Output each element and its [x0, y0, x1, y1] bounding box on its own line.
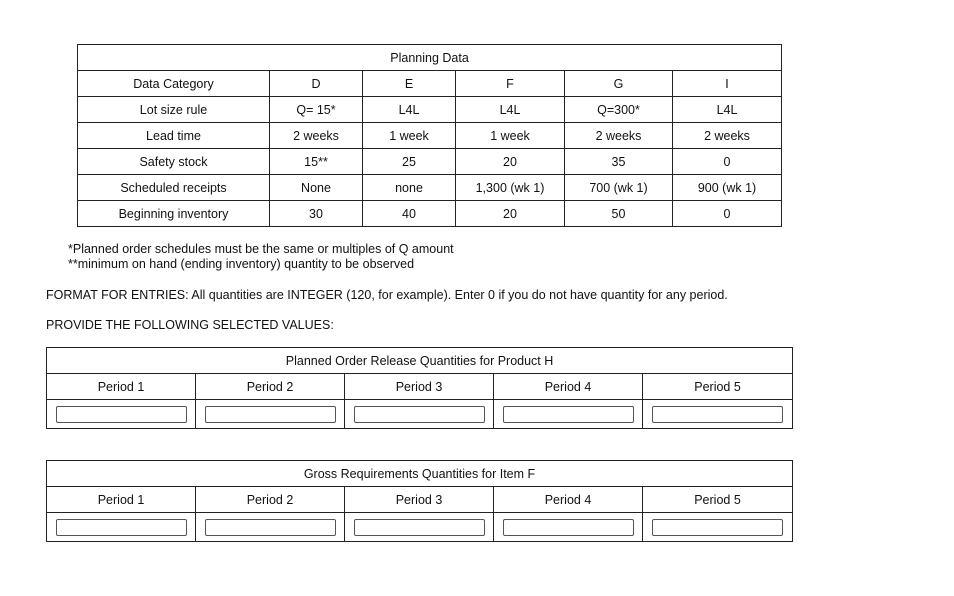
table-cell: 0 [673, 201, 782, 227]
gross-period-5-input[interactable] [652, 519, 783, 536]
table-cell: none [363, 175, 456, 201]
header-cell: E [363, 71, 456, 97]
table-cell: Q= 15* [270, 97, 363, 123]
planning-header-row [78, 71, 782, 97]
release-period-4-input[interactable] [503, 406, 634, 423]
table-cell: 35 [565, 149, 673, 175]
table-cell: 2 weeks [565, 123, 673, 149]
table-cell: 20 [456, 201, 565, 227]
row-label: Lot size rule [78, 97, 270, 123]
footnote-lot-size: *Planned order schedules must be the same or multiples of Q amount [68, 242, 454, 256]
header-cell: F [456, 71, 565, 97]
table-cell: L4L [456, 97, 565, 123]
gross-period-1-input[interactable] [56, 519, 187, 536]
table-cell: 900 (wk 1) [673, 175, 782, 201]
table-row [78, 97, 782, 123]
table-cell: 25 [363, 149, 456, 175]
table-row [78, 123, 782, 149]
table-row [78, 201, 782, 227]
period-label: Period 3 [345, 374, 494, 400]
period-label: Period 3 [345, 487, 494, 513]
period-label: Period 1 [47, 374, 196, 400]
table-cell: 0 [673, 149, 782, 175]
header-cell: I [673, 71, 782, 97]
footnotes [68, 242, 454, 272]
gross-requirements-table [46, 460, 793, 542]
table-cell: 2 weeks [673, 123, 782, 149]
table-cell: 1,300 (wk 1) [456, 175, 565, 201]
footnote-safety-stock: **minimum on hand (ending inventory) quantity to be observed [68, 257, 415, 271]
row-label: Safety stock [78, 149, 270, 175]
table-cell: 2 weeks [270, 123, 363, 149]
gross-table-title: Gross Requirements Quantities for Item F [47, 461, 793, 487]
table-cell: 50 [565, 201, 673, 227]
planning-data-table [77, 44, 782, 227]
period-label: Period 4 [494, 487, 643, 513]
release-period-3-input[interactable] [354, 406, 485, 423]
period-header-row [47, 487, 793, 513]
period-label: Period 5 [643, 487, 793, 513]
planned-order-release-table [46, 347, 793, 429]
table-cell: 1 week [456, 123, 565, 149]
header-cell: D [270, 71, 363, 97]
table-cell: 700 (wk 1) [565, 175, 673, 201]
format-instructions: FORMAT FOR ENTRIES: All quantities are INTEGER (120, for example). Enter 0 if you do not have quantity for any period. [46, 288, 728, 302]
table-cell: None [270, 175, 363, 201]
gross-period-2-input[interactable] [205, 519, 336, 536]
period-label: Period 2 [196, 374, 345, 400]
period-label: Period 5 [643, 374, 793, 400]
table-cell: 20 [456, 149, 565, 175]
planning-table-title: Planning Data [78, 45, 782, 71]
header-cell: Data Category [78, 71, 270, 97]
table-cell: L4L [673, 97, 782, 123]
row-label: Lead time [78, 123, 270, 149]
row-label: Scheduled receipts [78, 175, 270, 201]
release-period-2-input[interactable] [205, 406, 336, 423]
period-label: Period 2 [196, 487, 345, 513]
gross-period-4-input[interactable] [503, 519, 634, 536]
gross-period-3-input[interactable] [354, 519, 485, 536]
input-row [47, 513, 793, 542]
release-period-1-input[interactable] [56, 406, 187, 423]
table-cell: 30 [270, 201, 363, 227]
period-label: Period 1 [47, 487, 196, 513]
row-label: Beginning inventory [78, 201, 270, 227]
table-cell: 15** [270, 149, 363, 175]
table-row [78, 149, 782, 175]
period-label: Period 4 [494, 374, 643, 400]
provide-values-heading: PROVIDE THE FOLLOWING SELECTED VALUES: [46, 318, 334, 332]
table-cell: Q=300* [565, 97, 673, 123]
release-period-5-input[interactable] [652, 406, 783, 423]
table-cell: 40 [363, 201, 456, 227]
table-cell: 1 week [363, 123, 456, 149]
header-cell: G [565, 71, 673, 97]
table-row [78, 175, 782, 201]
release-table-title: Planned Order Release Quantities for Product H [47, 348, 793, 374]
period-header-row [47, 374, 793, 400]
table-cell: L4L [363, 97, 456, 123]
input-row [47, 400, 793, 429]
